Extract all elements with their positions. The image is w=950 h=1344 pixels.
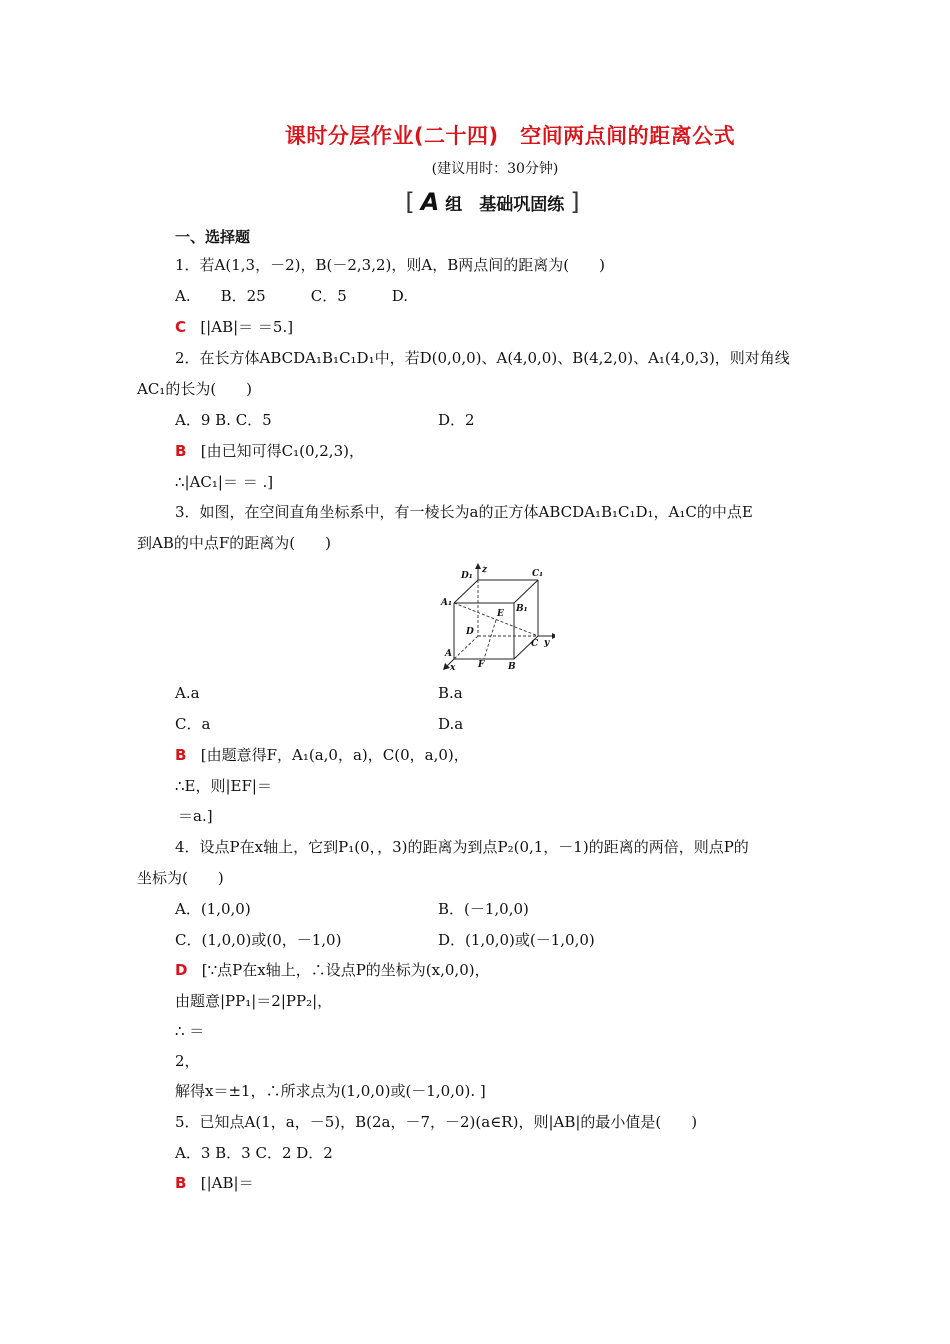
label-x: x bbox=[450, 663, 456, 673]
page-title: 课时分层作业(二十四) 空间两点间的距离公式 bbox=[284, 124, 736, 148]
q4-answer-line bbox=[175, 960, 490, 980]
label-D: D bbox=[466, 627, 474, 637]
q4-solution-line3: ∴ ＝ bbox=[175, 1022, 205, 1040]
label-y: y bbox=[544, 638, 550, 648]
q3-option-b: B.a bbox=[438, 684, 463, 702]
q2-stem-line2: AC₁的长为( ) bbox=[137, 380, 253, 398]
q4-solution-line5: 解得x＝±1，∴所求点为(1,0,0)或(－1,0,0). ] bbox=[175, 1082, 486, 1100]
q5-answer: B bbox=[175, 1174, 187, 1192]
label-B1: B₁ bbox=[516, 604, 528, 614]
q3-option-c: C．a bbox=[175, 715, 211, 733]
q3-solution-line1: [由题意得F，A₁(a,0，a)，C(0，a,0)， bbox=[200, 746, 469, 764]
q3-answer-line bbox=[175, 745, 469, 765]
q1-stem: 1．若A(1,3，－2)，B(－2,3,2)，则A，B两点间的距离为( ) bbox=[175, 256, 605, 274]
label-D1: D₁ bbox=[461, 571, 473, 581]
q5-answer-line bbox=[175, 1173, 254, 1193]
group-label: 组 基础巩固练 bbox=[445, 194, 565, 215]
q5-solution: [|AB|＝ bbox=[200, 1174, 254, 1192]
q5-stem: 5．已知点A(1，a，－5)，B(2a，－7，－2)(a∈R)，则|AB|的最小值是( ) bbox=[175, 1113, 698, 1131]
q3-solution-line2: ∴E，则|EF|＝ bbox=[175, 777, 272, 795]
q3-answer: B bbox=[175, 746, 187, 764]
q5-options: A．3 B．3 C．2 D．2 bbox=[175, 1144, 333, 1162]
q4-stem-line1: 4．设点P在x轴上，它到P₁(0，，3)的距离为到点P₂(0,1，－1)的距离的两倍，则点P的 bbox=[175, 838, 749, 856]
label-F: F bbox=[478, 660, 485, 670]
label-E: E bbox=[497, 609, 504, 619]
q4-option-c: C．(1,0,0)或(0，－1,0) bbox=[175, 931, 342, 949]
q2-answer-line bbox=[175, 441, 364, 461]
q3-stem-line2: 到AB的中点F的距离为( ) bbox=[137, 534, 331, 552]
label-C: C bbox=[531, 639, 539, 649]
q2-answer: B bbox=[175, 442, 187, 460]
q2-options-left: A．9 B. C．5 bbox=[175, 411, 272, 429]
q3-option-a: A.a bbox=[175, 684, 200, 702]
label-A1: A₁ bbox=[441, 598, 452, 608]
q4-option-d: D．(1,0,0)或(－1,0,0) bbox=[438, 931, 595, 949]
label-z: z bbox=[482, 565, 488, 575]
left-bracket-icon: [ bbox=[405, 188, 415, 216]
q4-solution-line1: [∵点P在x轴上，∴设点P的坐标为(x,0,0)， bbox=[201, 961, 490, 979]
label-B: B bbox=[508, 662, 516, 672]
group-banner bbox=[395, 188, 590, 216]
q4-option-a: A．(1,0,0) bbox=[175, 900, 251, 918]
q1-answer-line bbox=[175, 317, 293, 337]
q2-stem-line1: 2．在长方体ABCDA₁B₁C₁D₁中，若D(0,0,0)、A(4,0,0)、B(4,2,0)、A₁(4,0,3)，则对角线 bbox=[175, 349, 790, 367]
q2-solution-line2: ∴|AC₁|＝ ＝ .] bbox=[175, 473, 274, 491]
q1-solution: [|AB|＝ ＝5.] bbox=[200, 318, 294, 336]
q1-answer: C bbox=[175, 318, 187, 336]
q4-answer: D bbox=[175, 961, 188, 979]
q2-solution-line1: [由已知可得C₁(0,2,3)， bbox=[200, 442, 364, 460]
group-letter: A bbox=[420, 188, 440, 216]
q4-option-b: B．(－1,0,0) bbox=[438, 900, 529, 918]
section-heading: 一、选择题 bbox=[175, 228, 251, 246]
q4-solution-line4: 2， bbox=[175, 1052, 200, 1070]
suggested-time: (建议用时：30分钟) bbox=[431, 161, 559, 177]
q4-solution-line2: 由题意|PP₁|＝2|PP₂|， bbox=[175, 992, 333, 1010]
q3-option-d: D.a bbox=[438, 715, 464, 733]
right-bracket-icon: ] bbox=[570, 188, 580, 216]
q2-option-d: D．2 bbox=[438, 411, 475, 429]
label-A: A bbox=[445, 649, 452, 659]
label-C1: C₁ bbox=[532, 569, 544, 579]
cube-figure bbox=[440, 563, 555, 673]
q3-solution-line3: ＝a.] bbox=[178, 807, 213, 825]
q4-stem-line2: 坐标为( ) bbox=[137, 869, 224, 887]
q3-stem-line1: 3．如图，在空间直角坐标系中，有一棱长为a的正方体ABCDA₁B₁C₁D₁，A₁C的中点E bbox=[175, 503, 753, 521]
q1-options: A. B．25 C．5 D. bbox=[175, 287, 408, 305]
